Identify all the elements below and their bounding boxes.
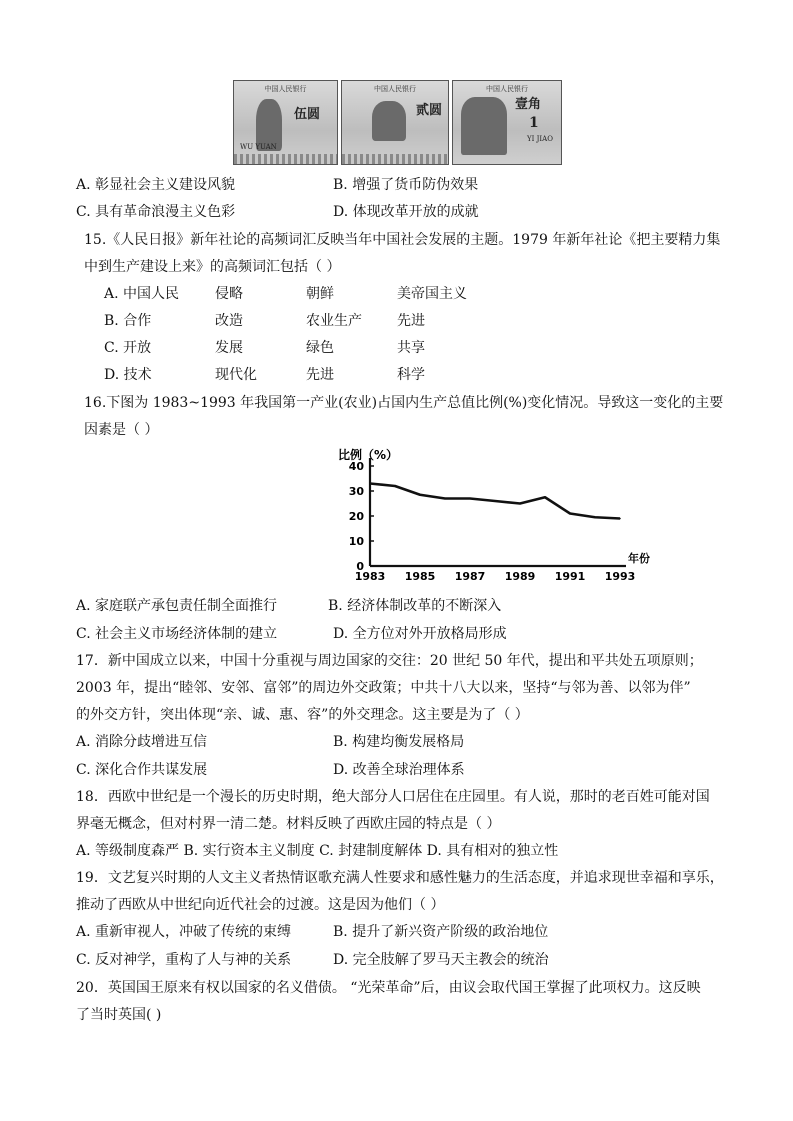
q15-a-col4: 美帝国主义 (397, 286, 467, 302)
q15-b-col1: B. 合作 (104, 313, 152, 329)
q20-stem-line1: 20．英国国王原来有权以国家的名义借债。 “光荣革命”后，由议会取代国王掌握了此项权力。这反映 (76, 980, 701, 996)
q15-b-col3: 农业生产 (306, 313, 362, 329)
q17-option-d: D. 改善全球治理体系 (333, 762, 465, 778)
data-point (369, 483, 371, 485)
q19-option-a: A. 重新审视人，冲破了传统的束缚 (76, 924, 292, 940)
q17-stem-line1: 17．新中国成立以来，中国十分重视与周边国家的交往：20 世纪 50 年代，提出和平共处五项原则； (76, 653, 703, 669)
banknote-header: 中国人民银行 (486, 85, 528, 93)
q15-d-col2: 现代化 (215, 367, 257, 383)
banknote-header: 中国人民银行 (374, 85, 416, 93)
q19-option-c: C. 反对神学，重构了人与神的关系 (76, 952, 292, 968)
q17-option-a: A. 消除分歧增进互信 (76, 734, 208, 750)
banknote-subtitle: YI JIAO (527, 135, 553, 143)
q15-c-col2: 发展 (215, 340, 243, 356)
banknote-digit: 1 (529, 115, 539, 131)
banknote-denomination: 壹角 (515, 97, 542, 112)
q15-d-col1: D. 技术 (104, 367, 152, 383)
data-point (494, 500, 496, 502)
worker-figure (372, 101, 406, 141)
x-tick-label: 1987 (454, 570, 486, 583)
q14-option-a: A. 彰显社会主义建设风貌 (76, 177, 236, 193)
q16-option-b: B. 经济体制改革的不断深入 (328, 598, 502, 614)
q16-option-d: D. 全方位对外开放格局形成 (333, 626, 507, 642)
banknote-subtitle: WU YUAN (240, 143, 277, 151)
x-tick-label: 1985 (404, 570, 436, 583)
x-tick-label: 1989 (504, 570, 536, 583)
q15-d-col3: 先进 (306, 367, 334, 383)
q14-option-d: D. 体现改革开放的成就 (333, 204, 479, 220)
q15-stem-line1: 15.《人民日报》新年社论的高频词汇反映当年中国社会发展的主题。1979 年新年社论《把主要精力集 (84, 232, 721, 248)
x-axis-label: 年份 (628, 552, 650, 565)
q15-c-col3: 绿色 (306, 340, 334, 356)
q14-option-b: B. 增强了货币防伪效果 (333, 177, 479, 193)
data-point (569, 513, 571, 515)
banknote-denomination: 伍圆 (294, 107, 321, 122)
q17-option-b: B. 构建均衡发展格局 (333, 734, 465, 750)
q20-stem-line2: 了当时英国( ) (76, 1007, 162, 1023)
q14-option-c: C. 具有革命浪漫主义色彩 (76, 204, 236, 220)
banknote-image-5-yuan (233, 80, 338, 165)
q15-stem-line2: 中到生产建设上来》的高频词汇包括（ ） (84, 259, 341, 275)
q15-b-col4: 先进 (397, 313, 425, 329)
x-tick-label: 1991 (554, 570, 586, 583)
agriculture-share-chart (330, 445, 670, 589)
q17-stem-line3: 的外交方针，突出体现“亲、诚、惠、容”的外交理念。这主要是为了（ ） (76, 707, 529, 723)
banknote-border-band (342, 154, 448, 164)
data-point (419, 494, 421, 496)
data-point (444, 498, 446, 500)
q19-option-d: D. 完全肢解了罗马天主教会的统治 (333, 952, 549, 968)
q15-c-col4: 共享 (397, 340, 425, 356)
y-tick-label: 10 (348, 535, 364, 548)
data-point (394, 485, 396, 487)
x-tick-label: 1983 (354, 570, 386, 583)
q15-c-col1: C. 开放 (104, 340, 152, 356)
y-tick-label: 20 (348, 510, 364, 523)
q15-b-col2: 改造 (215, 313, 243, 329)
q16-stem-line1: 16.下图为 1983~1993 年我国第一产业(农业)占国内生产总值比例(%)变化情况。导致这一变化的主要 (84, 395, 724, 411)
q18-stem-line2: 界毫无概念，但对村界一清二楚。材料反映了西欧庄园的特点是（ ） (76, 816, 501, 832)
q15-a-col3: 朝鲜 (306, 286, 334, 302)
y-tick-label: 30 (348, 485, 364, 498)
q18-options: A. 等级制度森严 B. 实行资本主义制度 C. 封建制度解体 D. 具有相对的独立性 (76, 843, 559, 859)
q16-option-a: A. 家庭联产承包责任制全面推行 (76, 598, 278, 614)
x-tick-label: 1993 (604, 570, 636, 583)
banknote-header: 中国人民银行 (264, 85, 307, 93)
q19-stem-line2: 推动了西欧从中世纪向近代社会的过渡。这是因为他们（ ） (76, 897, 445, 913)
q16-option-c: C. 社会主义市场经济体制的建立 (76, 626, 278, 642)
q19-option-b: B. 提升了新兴资产阶级的政治地位 (333, 924, 549, 940)
data-point (619, 518, 621, 520)
banknote-border-band (234, 154, 337, 164)
q15-d-col4: 科学 (397, 367, 425, 383)
q18-stem-line1: 18．西欧中世纪是一个漫长的历史时期，绝大部分人口居住在庄园里。有人说，那时的老百姓可能对国 (76, 789, 710, 805)
q17-stem-line2: 2003 年，提出“睦邻、安邻、富邻”的周边外交政策；中共十八大以来，坚持“与邻为善、以邻为伴” (76, 680, 691, 696)
data-point (519, 503, 521, 505)
y-tick-label: 40 (348, 460, 364, 473)
data-point (469, 498, 471, 500)
q16-stem-line2: 因素是（ ） (84, 422, 159, 438)
y-axis-label: 比例（%） (338, 448, 399, 462)
q15-a-col2: 侵略 (215, 286, 243, 302)
line-chart-svg (330, 445, 670, 585)
q15-a-col1: A. 中国人民 (104, 286, 180, 302)
q17-option-c: C. 深化合作共谋发展 (76, 762, 208, 778)
banknote-denomination: 贰圆 (416, 103, 443, 118)
data-point (544, 496, 546, 498)
banknote-image-2-yuan (341, 80, 449, 165)
banknote-image-1-jiao (452, 80, 562, 165)
people-figure (461, 97, 507, 155)
y-tick-label: 0 (356, 560, 364, 573)
data-point (594, 516, 596, 518)
q19-stem-line1: 19．文艺复兴时期的人文主义者热情讴歌充满人性要求和感性魅力的生活态度，并追求现世幸福和享乐， (76, 870, 724, 886)
